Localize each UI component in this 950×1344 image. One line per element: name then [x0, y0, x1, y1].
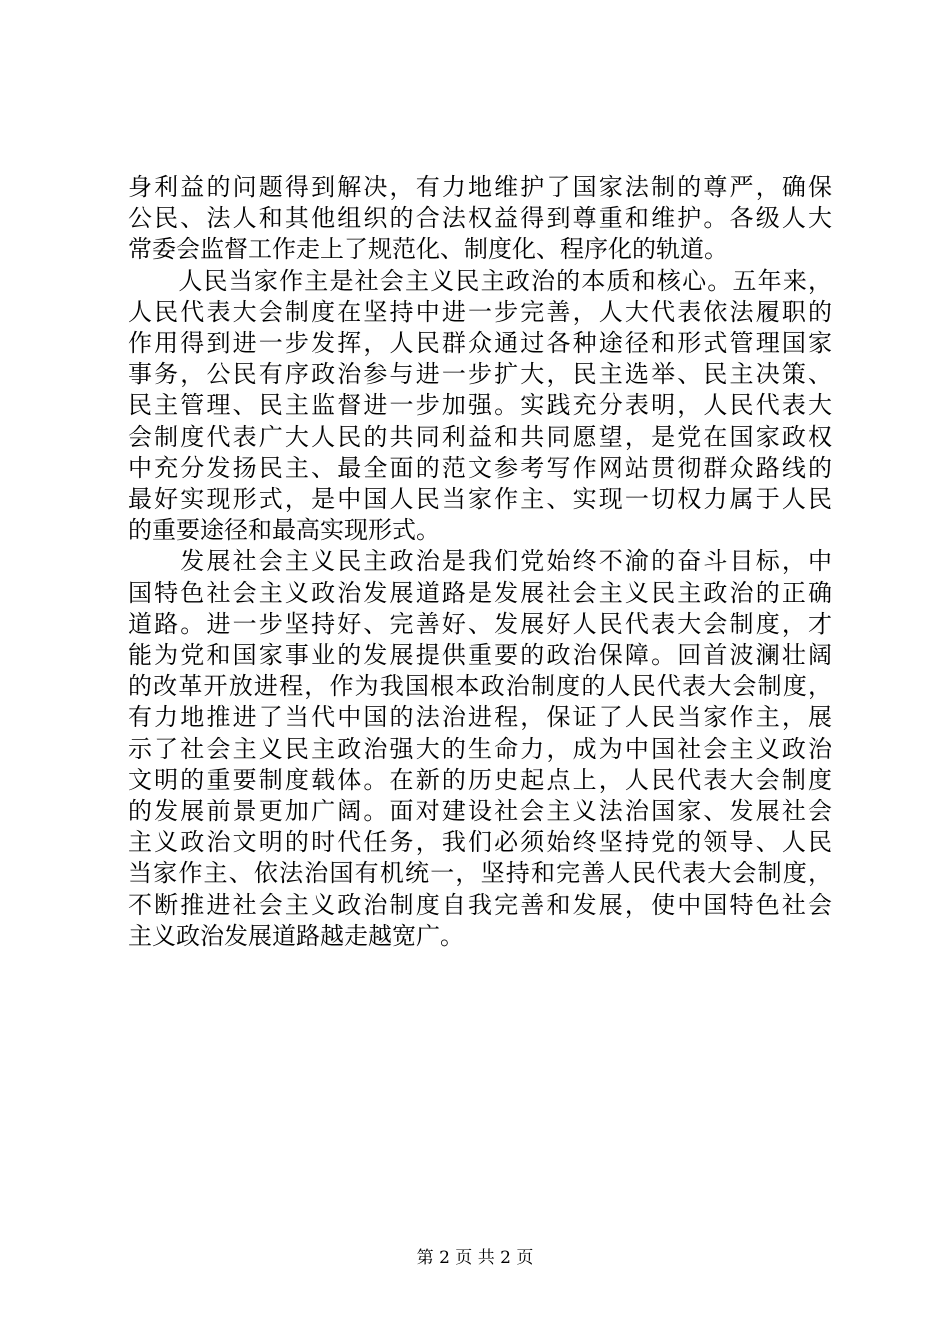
- text-line: 公民、法人和其他组织的合法权益得到尊重和维护。各级人大: [128, 204, 832, 233]
- text-line: 的重要途径和最高实现形式。: [128, 516, 440, 545]
- page-number-label: 第 2 页 共 2 页: [416, 1248, 534, 1268]
- text-line: 当家作主、依法治国有机统一，坚持和完善人民代表大会制度，: [128, 859, 832, 888]
- text-line: 不断推进社会主义政治制度自我完善和发展，使中国特色社会: [128, 890, 832, 919]
- text-line: 有力地推进了当代中国的法治进程，保证了人民当家作主，展: [128, 703, 832, 732]
- text-line: 事务，公民有序政治参与进一步扩大，民主选举、民主决策、: [128, 360, 832, 389]
- text-line: 最好实现形式，是中国人民当家作主、实现一切权力属于人民: [128, 485, 832, 514]
- text-line: 的改革开放进程，作为我国根本政治制度的人民代表大会制度，: [128, 672, 832, 701]
- text-line: 的发展前景更加广阔。面对建设社会主义法治国家、发展社会: [128, 797, 832, 826]
- text-line: 民主管理、民主监督进一步加强。实践充分表明，人民代表大: [128, 391, 832, 420]
- text-line: 主义政治文明的时代任务，我们必须始终坚持党的领导、人民: [128, 828, 832, 857]
- paragraph-1: [128, 172, 832, 266]
- text-line: 中充分发扬民主、最全面的范文参考写作网站贯彻群众路线的: [128, 453, 832, 482]
- text-line: 文明的重要制度载体。在新的历史起点上，人民代表大会制度: [128, 765, 832, 794]
- text-line: 能为党和国家事业的发展提供重要的政治保障。回首波澜壮阔: [128, 641, 832, 670]
- text-line: 主义政治发展道路越走越宽广。: [128, 921, 464, 950]
- text-line: 作用得到进一步发挥，人民群众通过各种途径和形式管理国家: [128, 329, 832, 358]
- paragraph-3: [128, 546, 832, 952]
- text-line: 身利益的问题得到解决，有力地维护了国家法制的尊严，确保: [128, 173, 832, 201]
- text-line: 常委会监督工作走上了规范化、制度化、程序化的轨道。: [128, 235, 728, 264]
- text-line: 人民当家作主是社会主义民主政治的本质和核心。五年来，: [128, 266, 832, 295]
- text-line: 发展社会主义民主政治是我们党始终不渝的奋斗目标，中: [128, 547, 832, 576]
- text-line: 示了社会主义民主政治强大的生命力，成为中国社会主义政治: [128, 734, 832, 763]
- text-line: 国特色社会主义政治发展道路是发展社会主义民主政治的正确: [128, 578, 832, 607]
- text-line: 道路。进一步坚持好、完善好、发展好人民代表大会制度，才: [128, 609, 832, 638]
- text-line: 人民代表大会制度在坚持中进一步完善，人大代表依法履职的: [128, 297, 832, 326]
- page-footer: [0, 1248, 950, 1268]
- paragraph-2: [128, 266, 832, 547]
- text-line: 会制度代表广大人民的共同利益和共同愿望，是党在国家政权: [128, 422, 832, 451]
- body-text: [128, 172, 832, 952]
